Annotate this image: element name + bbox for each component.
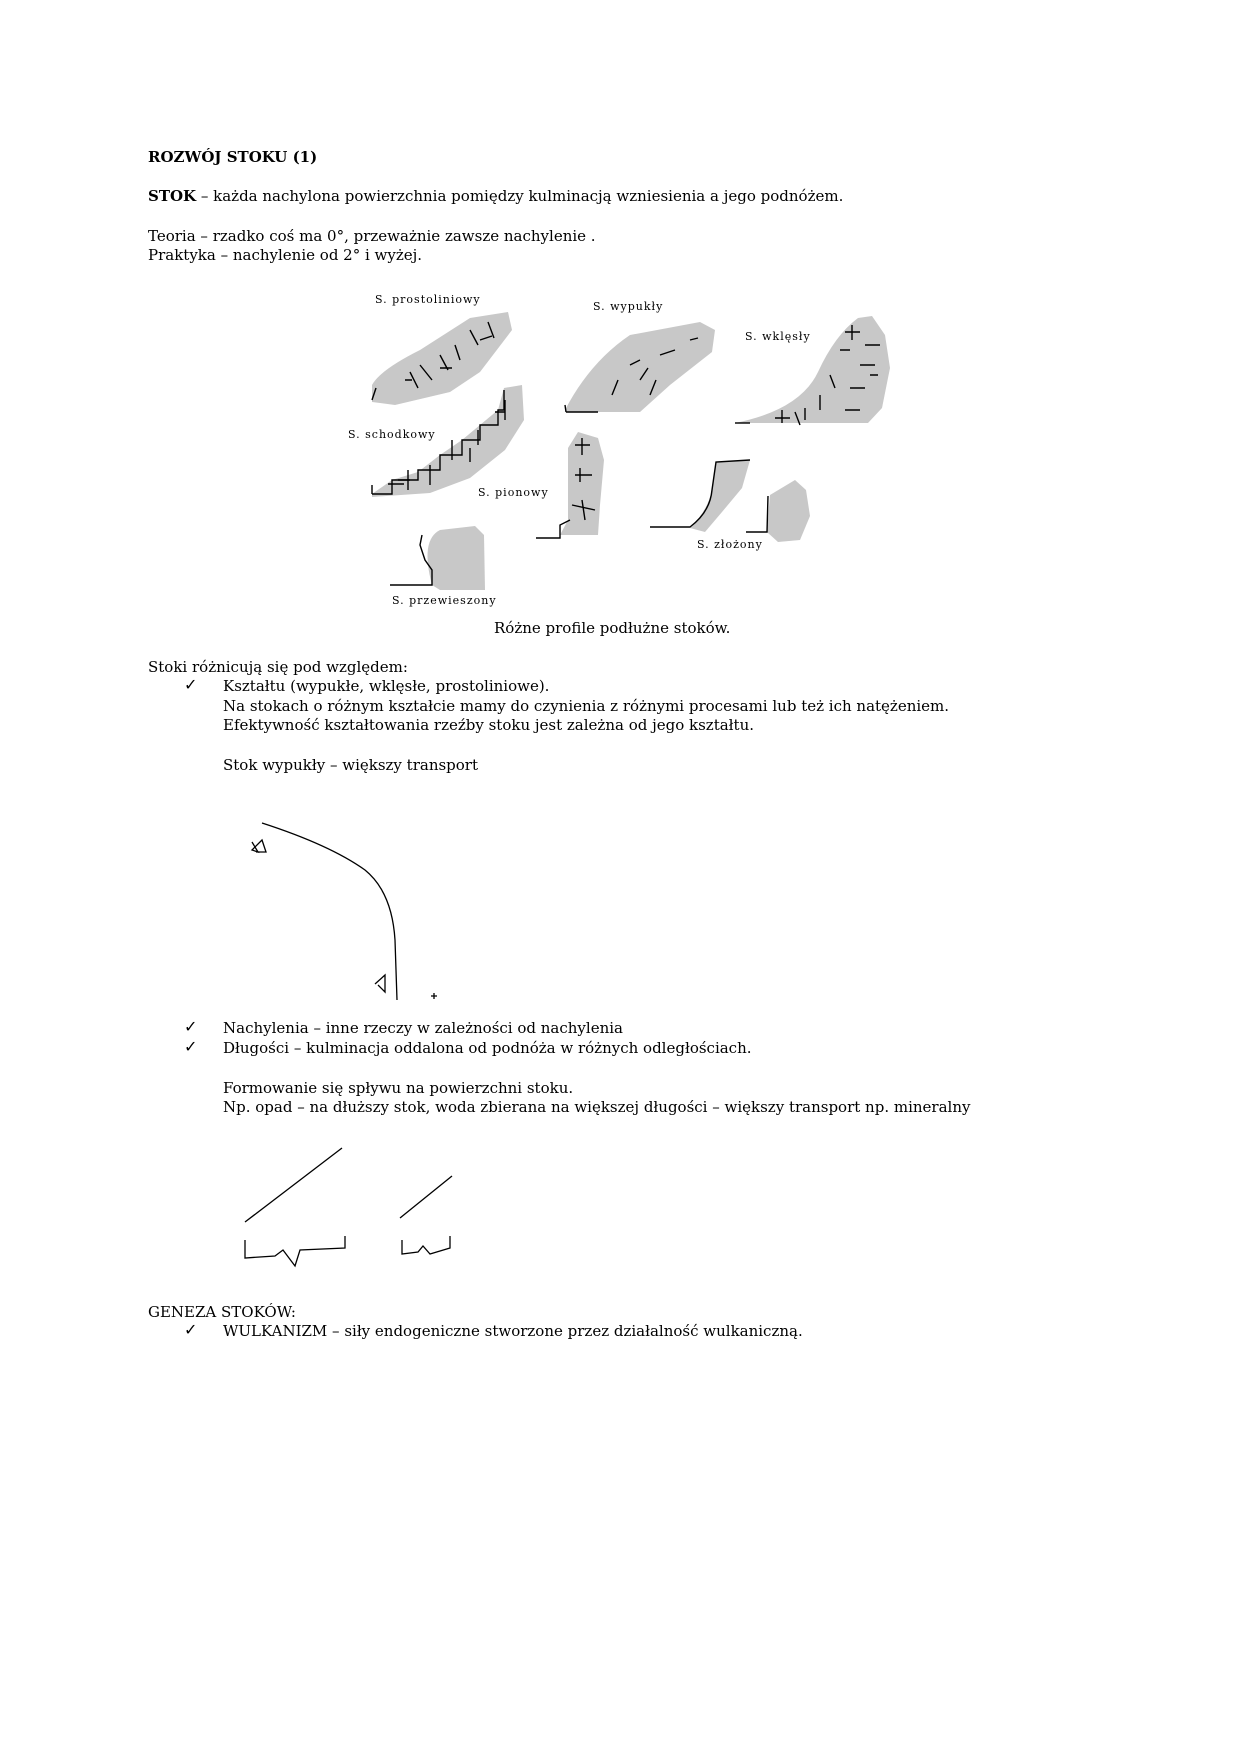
- label-vertical: S. pionowy: [478, 486, 549, 499]
- check-icon: ✓: [184, 1017, 198, 1036]
- definition-text: – każda nachylona powierzchnia pomiędzy kulminacją wzniesienia a jego podnóżem.: [196, 187, 844, 205]
- shape-line-3: Efektywność kształtowania rzeźby stoku jest zależna od jego kształtu.: [223, 716, 754, 734]
- label-concave: S. wklęsły: [745, 330, 811, 343]
- label-convex: S. wypukły: [593, 300, 664, 313]
- practice-line: Praktyka – nachylenie od 2° i wyżej.: [148, 246, 423, 264]
- check-icon: ✓: [184, 1320, 198, 1339]
- label-straight: S. prostoliniowy: [375, 293, 481, 306]
- check-icon: ✓: [184, 675, 198, 694]
- volcanism-item: WULKANIZM – siły endogeniczne stworzone przez działalność wulkaniczną.: [223, 1322, 803, 1340]
- page-title: ROZWÓJ STOKU (1): [148, 148, 318, 166]
- runoff-line-1: Formowanie się spływu na powierzchni stoku.: [223, 1079, 574, 1097]
- genesis-title: GENEZA STOKÓW:: [148, 1303, 296, 1321]
- slope-item: Nachylenia – inne rzeczy w zależności od nachylenia: [223, 1019, 623, 1037]
- theory-line: Teoria – rzadko coś ma 0°, przeważnie zawsze nachylenie .: [148, 227, 596, 245]
- runoff-line-2: Np. opad – na dłuższy stok, woda zbierana na większej długości – większy transport np. mineralny: [223, 1098, 971, 1116]
- label-overhang: S. przewieszony: [392, 594, 497, 607]
- length-item: Długości – kulminacja oddalona od podnóża w różnych odległościach.: [223, 1039, 752, 1057]
- shape-line-2: Na stokach o różnym kształcie mamy do czynienia z różnymi procesami lub też ich natężeniem.: [223, 697, 950, 715]
- check-icon: ✓: [184, 1037, 198, 1056]
- figure-caption: Różne profile podłużne stoków.: [494, 619, 731, 637]
- shape-line-1: Kształtu (wypukłe, wklęsłe, prostoliniowe).: [223, 677, 550, 695]
- shape-line-4: Stok wypukły – większy transport: [223, 756, 479, 774]
- label-stepped: S. schodkowy: [348, 428, 436, 441]
- differ-intro: Stoki różnicują się pod względem:: [148, 658, 408, 676]
- definition-term: STOK: [148, 187, 197, 205]
- label-composite: S. złożony: [697, 538, 763, 551]
